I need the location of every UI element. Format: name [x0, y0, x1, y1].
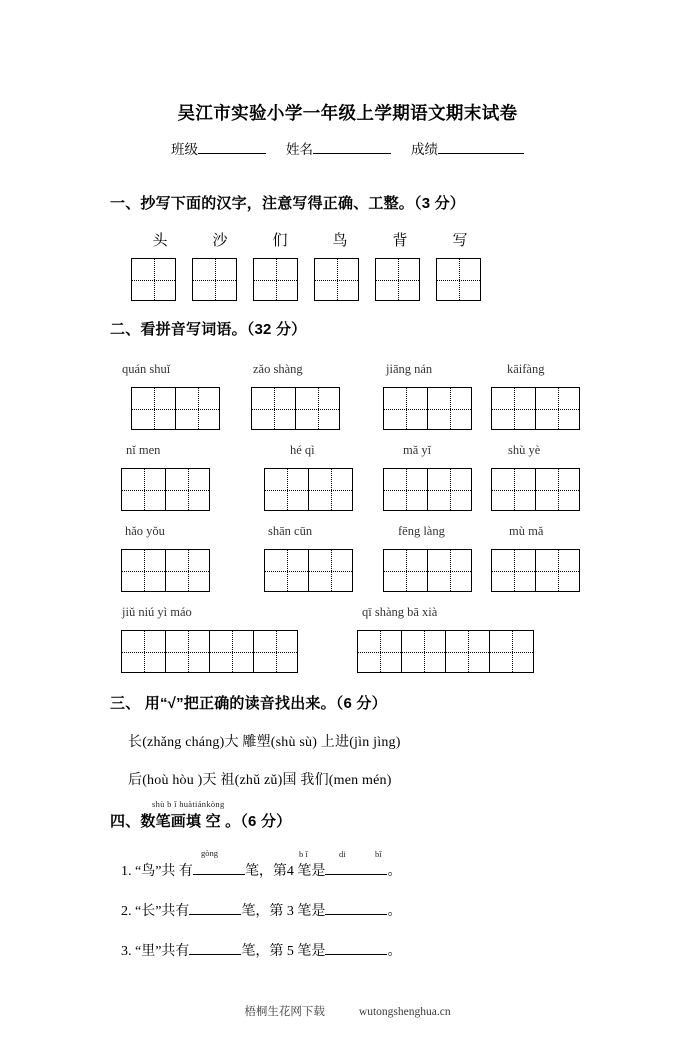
score-input-blank[interactable]: [438, 153, 524, 154]
name-label: 姓名: [286, 142, 313, 157]
footer-watermark: [0, 1003, 695, 1019]
answer-blank[interactable]: [325, 874, 387, 875]
writing-cell[interactable]: [536, 388, 579, 429]
word-grid: [491, 468, 580, 511]
writing-box[interactable]: [436, 258, 481, 301]
writing-cell[interactable]: [265, 550, 309, 591]
question-text: 。: [387, 904, 402, 919]
writing-cell[interactable]: [428, 388, 471, 429]
question-text: “长”共有: [135, 904, 190, 919]
word-grid: [121, 468, 210, 511]
student-info-line: [0, 138, 695, 158]
word-grid: [491, 387, 580, 430]
answer-blank[interactable]: [189, 954, 241, 955]
word-grid: [264, 468, 353, 511]
writing-box[interactable]: [131, 258, 176, 301]
writing-cell[interactable]: [492, 388, 536, 429]
question-text: 。: [387, 944, 402, 959]
writing-cell[interactable]: [384, 388, 428, 429]
section-1-heading: 一、抄写下面的汉字，注意写得正确、工整。（3 分）: [110, 195, 466, 212]
writing-cell[interactable]: [265, 469, 309, 510]
answer-blank[interactable]: [189, 914, 241, 915]
pinyin-label: quán shuǐ: [122, 362, 171, 376]
question-text: 笔，第4 笔是: [244, 864, 326, 879]
pinyin-label: kāifàng: [507, 362, 545, 376]
answer-blank[interactable]: [325, 914, 387, 915]
footer-source: 梧桐生花网下载: [244, 1006, 325, 1018]
copy-char: 鸟: [332, 233, 348, 249]
question-number: 2.: [121, 904, 132, 919]
class-input-blank[interactable]: [198, 153, 266, 154]
word-grid: [251, 387, 340, 430]
writing-cell[interactable]: [254, 631, 297, 672]
section-4-heading: 四、数笔画填 空 。（6 分）: [110, 813, 292, 830]
answer-blank[interactable]: [325, 954, 387, 955]
class-label: 班级: [171, 142, 198, 157]
writing-cell[interactable]: [428, 550, 471, 591]
copy-char: 背: [392, 233, 408, 249]
copy-char: 们: [272, 233, 288, 249]
pronunciation-choice-line[interactable]: 后(hoù hòu )天 祖(zhǔ zǔ)国 我们(men mén): [128, 773, 392, 788]
word-grid: [264, 549, 353, 592]
copy-char: 沙: [212, 233, 228, 249]
writing-cell[interactable]: [122, 631, 166, 672]
writing-cell[interactable]: [384, 550, 428, 591]
word-grid: [383, 387, 472, 430]
writing-box[interactable]: [192, 258, 237, 301]
pinyin-label: fēng làng: [398, 524, 445, 538]
stroke-question: [121, 900, 401, 920]
question-number: 3.: [121, 944, 132, 959]
section-3-heading: 三、 用“√”把正确的读音找出来。（6 分）: [110, 695, 387, 712]
writing-cell[interactable]: [176, 388, 219, 429]
question-text: 。: [387, 864, 402, 879]
writing-cell[interactable]: [358, 631, 402, 672]
writing-cell[interactable]: [490, 631, 533, 672]
pinyin-label: jiǔ niú yì máo: [122, 605, 192, 619]
writing-cell[interactable]: [309, 550, 352, 591]
question-text: “里”共有: [135, 944, 190, 959]
stroke-question: [121, 860, 401, 880]
stroke-question: [121, 940, 401, 960]
pronunciation-choice-line[interactable]: 长(zhǎng cháng)大 雕塑(shù sù) 上进(jìn jìng): [128, 735, 401, 750]
pinyin-label: hǎo yǒu: [125, 524, 165, 538]
pinyin-label: jiāng nán: [386, 362, 433, 376]
score-label: 成绩: [411, 142, 438, 157]
ruby-pinyin: di: [339, 849, 346, 859]
pinyin-label: mǎ yǐ: [403, 443, 432, 457]
section-4-ruby-pinyin: shù b ǐ huàtiánkòng: [152, 799, 225, 809]
writing-box[interactable]: [375, 258, 420, 301]
word-grid: [491, 549, 580, 592]
word-grid: [131, 387, 220, 430]
question-text: “鸟”共 有: [135, 864, 193, 879]
ruby-pinyin: b ǐ: [299, 849, 308, 859]
question-text: 笔，第 5 笔是: [241, 944, 326, 959]
ruby-pinyin: gòng: [201, 848, 218, 858]
footer-site: wutongshenghua.cn: [358, 1006, 451, 1018]
ruby-pinyin: bǐ: [375, 849, 382, 859]
answer-blank[interactable]: [193, 874, 245, 875]
section-2-heading: 二、看拼音写词语。（32 分）: [110, 321, 307, 338]
pinyin-label: hé qì: [290, 443, 315, 457]
idiom-grid: [357, 630, 534, 673]
page-title: 吴江市实验小学一年级上学期语文期末试卷: [177, 103, 518, 123]
writing-cell[interactable]: [296, 388, 339, 429]
writing-cell[interactable]: [252, 388, 296, 429]
pinyin-label: mù mǎ: [509, 524, 544, 538]
writing-cell[interactable]: [166, 469, 209, 510]
writing-cell[interactable]: [384, 469, 428, 510]
writing-cell[interactable]: [446, 631, 490, 672]
copy-char: 写: [452, 233, 468, 249]
writing-box[interactable]: [253, 258, 298, 301]
writing-box[interactable]: [314, 258, 359, 301]
writing-cell[interactable]: [402, 631, 446, 672]
pinyin-label: zǎo shàng: [253, 362, 303, 376]
copy-char: 头: [152, 233, 168, 249]
pinyin-label: shù yè: [508, 443, 541, 457]
writing-cell[interactable]: [428, 469, 471, 510]
writing-cell[interactable]: [210, 631, 254, 672]
section-1-character-list: [130, 229, 510, 250]
pinyin-label: qī shàng bā xià: [362, 605, 438, 619]
writing-cell[interactable]: [309, 469, 352, 510]
question-number: 1.: [121, 864, 132, 879]
writing-cell[interactable]: [492, 550, 536, 591]
writing-cell[interactable]: [492, 469, 536, 510]
writing-cell[interactable]: [122, 550, 166, 591]
idiom-grid: [121, 630, 298, 673]
writing-cell[interactable]: [166, 631, 210, 672]
pinyin-label: shān cūn: [268, 524, 313, 538]
word-grid: [383, 549, 472, 592]
writing-cell[interactable]: [122, 469, 166, 510]
writing-cell[interactable]: [536, 550, 579, 591]
writing-cell[interactable]: [166, 550, 209, 591]
section-1-writing-boxes: [131, 258, 497, 301]
name-input-blank[interactable]: [313, 153, 391, 154]
writing-cell[interactable]: [536, 469, 579, 510]
question-text: 笔，第 3 笔是: [241, 904, 326, 919]
pinyin-label: nǐ men: [126, 443, 161, 457]
writing-cell[interactable]: [132, 388, 176, 429]
word-grid: [383, 468, 472, 511]
word-grid: [121, 549, 210, 592]
